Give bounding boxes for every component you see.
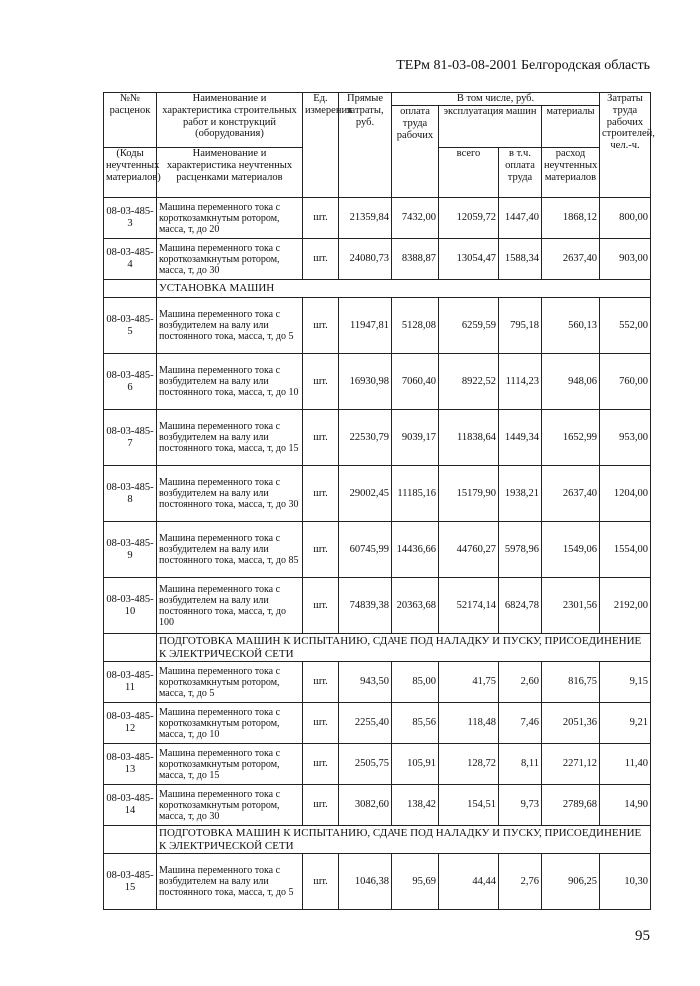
cell-machine-total: 44760,27 <box>439 522 499 578</box>
cell-work-name: Машина переменного тока с возбудителем на валу или постоянного тока, масса, т, до 10 <box>157 354 303 410</box>
cell-unit: шт. <box>303 744 339 785</box>
cell-machine-wages: 2,76 <box>499 854 542 910</box>
cell-materials: 948,06 <box>542 354 600 410</box>
cell-rate-code: 08-03-485-11 <box>104 662 157 703</box>
cell-materials: 2637,40 <box>542 239 600 280</box>
cell-labor-costs: 800,00 <box>600 198 651 239</box>
cell-rate-code: 08-03-485-4 <box>104 239 157 280</box>
cell-wages: 95,69 <box>392 854 439 910</box>
section-title: ПОДГОТОВКА МАШИН К ИСПЫТАНИЮ, СДАЧЕ ПОД НАЛАДКУ И ПУСКУ, ПРИСОЕДИНЕНИЕ К ЭЛЕКТРИЧЕСКОЙ СЕТИ <box>157 826 651 854</box>
cell-direct-costs: 2255,40 <box>339 703 392 744</box>
cell-machine-wages: 1114,23 <box>499 354 542 410</box>
cell-labor-costs: 953,00 <box>600 410 651 466</box>
cell-materials: 1549,06 <box>542 522 600 578</box>
table-row <box>104 522 651 578</box>
cell-labor-costs: 552,00 <box>600 298 651 354</box>
cell-work-name: Машина переменного тока с возбудителем на валу или постоянного тока, масса, т, до 100 <box>157 578 303 634</box>
cell-machine-wages: 9,73 <box>499 785 542 826</box>
table-row <box>104 744 651 785</box>
cell-materials: 816,75 <box>542 662 600 703</box>
cell-wages: 9039,17 <box>392 410 439 466</box>
table-row <box>104 410 651 466</box>
cell-work-name: Машина переменного тока с короткозамкнутым ротором, масса, т, до 30 <box>157 785 303 826</box>
cell-direct-costs: 60745,99 <box>339 522 392 578</box>
cell-work-name: Машина переменного тока с возбудителем на валу или постоянного тока, масса, т, до 30 <box>157 466 303 522</box>
cell-wages: 20363,68 <box>392 578 439 634</box>
cell-machine-wages: 5978,96 <box>499 522 542 578</box>
cell-wages: 105,91 <box>392 744 439 785</box>
cell-wages: 85,56 <box>392 703 439 744</box>
header-unaccounted-materials: Наименование и характеристика неучтенных расценками материалов <box>157 148 303 198</box>
section-title: ПОДГОТОВКА МАШИН К ИСПЫТАНИЮ, СДАЧЕ ПОД НАЛАДКУ И ПУСКУ, ПРИСОЕДИНЕНИЕ К ЭЛЕКТРИЧЕСКОЙ СЕТИ <box>157 634 651 662</box>
cell-machine-total: 15179,90 <box>439 466 499 522</box>
cell-wages: 11185,16 <box>392 466 439 522</box>
cell-materials: 1868,12 <box>542 198 600 239</box>
table-row <box>104 854 651 910</box>
header-including-group: В том числе, руб. <box>392 93 600 106</box>
cell-unit: шт. <box>303 198 339 239</box>
table-row <box>104 578 651 634</box>
cell-machine-total: 128,72 <box>439 744 499 785</box>
cell-machine-wages: 8,11 <box>499 744 542 785</box>
cell-machine-wages: 2,60 <box>499 662 542 703</box>
header-rate-number: №№ расценок <box>104 93 157 148</box>
section-row <box>104 280 651 298</box>
cell-materials: 2271,12 <box>542 744 600 785</box>
document-header: ТЕРм 81-03-08-2001 Белгородская область <box>396 58 650 73</box>
cell-machine-total: 11838,64 <box>439 410 499 466</box>
cell-materials: 1652,99 <box>542 410 600 466</box>
header-unaccounted-codes: (Коды неучтенных материалов) <box>104 148 157 198</box>
header-unit: Ед. измерения <box>303 93 339 198</box>
cell-materials: 560,13 <box>542 298 600 354</box>
section-row <box>104 826 651 854</box>
cell-rate-code: 08-03-485-12 <box>104 703 157 744</box>
cell-direct-costs: 21359,84 <box>339 198 392 239</box>
cell-labor-costs: 14,90 <box>600 785 651 826</box>
cell-materials: 2051,36 <box>542 703 600 744</box>
cell-direct-costs: 29002,45 <box>339 466 392 522</box>
cell-rate-code: 08-03-485-13 <box>104 744 157 785</box>
section-title: УСТАНОВКА МАШИН <box>157 280 651 298</box>
cell-unit: шт. <box>303 354 339 410</box>
cell-labor-costs: 2192,00 <box>600 578 651 634</box>
cell-direct-costs: 74839,38 <box>339 578 392 634</box>
cell-work-name: Машина переменного тока с короткозамкнутым ротором, масса, т, до 20 <box>157 198 303 239</box>
cell-rate-code: 08-03-485-6 <box>104 354 157 410</box>
cell-direct-costs: 16930,98 <box>339 354 392 410</box>
cell-wages: 8388,87 <box>392 239 439 280</box>
cell-machine-total: 8922,52 <box>439 354 499 410</box>
cell-direct-costs: 943,50 <box>339 662 392 703</box>
cell-unit: шт. <box>303 662 339 703</box>
header-machine-operation: эксплуатация машин <box>439 106 542 148</box>
cell-labor-costs: 760,00 <box>600 354 651 410</box>
table-row <box>104 298 651 354</box>
table-row <box>104 239 651 280</box>
cell-wages: 138,42 <box>392 785 439 826</box>
table-row <box>104 466 651 522</box>
header-machine-total: всего <box>439 148 499 198</box>
table-row <box>104 354 651 410</box>
cell-unit: шт. <box>303 466 339 522</box>
cell-materials: 2637,40 <box>542 466 600 522</box>
cell-work-name: Машина переменного тока с возбудителем на валу или постоянного тока, масса, т, до 5 <box>157 298 303 354</box>
cell-machine-total: 13054,47 <box>439 239 499 280</box>
header-wages: оплата труда рабочих <box>392 106 439 198</box>
cell-machine-wages: 7,46 <box>499 703 542 744</box>
page-number: 95 <box>635 928 650 944</box>
cell-machine-total: 44,44 <box>439 854 499 910</box>
cell-direct-costs: 22530,79 <box>339 410 392 466</box>
table-row <box>104 662 651 703</box>
cell-wages: 85,00 <box>392 662 439 703</box>
header-unaccounted-consumption: расход неучтенных материалов <box>542 148 600 198</box>
cell-unit: шт. <box>303 785 339 826</box>
cell-rate-code: 08-03-485-3 <box>104 198 157 239</box>
cell-work-name: Машина переменного тока с возбудителем на валу или постоянного тока, масса, т, до 85 <box>157 522 303 578</box>
table-row <box>104 785 651 826</box>
cell-direct-costs: 1046,38 <box>339 854 392 910</box>
cell-labor-costs: 1204,00 <box>600 466 651 522</box>
header-materials: материалы <box>542 106 600 148</box>
rates-table <box>103 92 655 910</box>
cell-materials: 2789,68 <box>542 785 600 826</box>
cell-machine-wages: 1447,40 <box>499 198 542 239</box>
cell-rate-code: 08-03-485-9 <box>104 522 157 578</box>
cell-machine-total: 118,48 <box>439 703 499 744</box>
cell-direct-costs: 11947,81 <box>339 298 392 354</box>
rates-table-body <box>104 198 651 910</box>
cell-machine-total: 41,75 <box>439 662 499 703</box>
header-machine-wages: в т.ч. оплата труда <box>499 148 542 198</box>
cell-work-name: Машина переменного тока с короткозамкнутым ротором, масса, т, до 5 <box>157 662 303 703</box>
cell-labor-costs: 11,40 <box>600 744 651 785</box>
cell-unit: шт. <box>303 410 339 466</box>
cell-labor-costs: 9,15 <box>600 662 651 703</box>
cell-wages: 7432,00 <box>392 198 439 239</box>
cell-wages: 5128,08 <box>392 298 439 354</box>
header-work-name: Наименование и характеристика строительных работ и конструкций (оборудования) <box>157 93 303 148</box>
header-direct-costs: Прямые затраты, руб. <box>339 93 392 198</box>
cell-machine-wages: 1588,34 <box>499 239 542 280</box>
cell-labor-costs: 903,00 <box>600 239 651 280</box>
cell-machine-total: 6259,59 <box>439 298 499 354</box>
cell-work-name: Машина переменного тока с короткозамкнутым ротором, масса, т, до 10 <box>157 703 303 744</box>
cell-labor-costs: 1554,00 <box>600 522 651 578</box>
cell-unit: шт. <box>303 298 339 354</box>
cell-wages: 14436,66 <box>392 522 439 578</box>
cell-direct-costs: 24080,73 <box>339 239 392 280</box>
cell-machine-wages: 6824,78 <box>499 578 542 634</box>
cell-wages: 7060,40 <box>392 354 439 410</box>
cell-unit: шт. <box>303 239 339 280</box>
cell-rate-code: 08-03-485-15 <box>104 854 157 910</box>
cell-machine-wages: 1938,21 <box>499 466 542 522</box>
cell-unit: шт. <box>303 522 339 578</box>
cell-rate-code: 08-03-485-5 <box>104 298 157 354</box>
table-row <box>104 703 651 744</box>
cell-work-name: Машина переменного тока с короткозамкнутым ротором, масса, т, до 15 <box>157 744 303 785</box>
cell-unit: шт. <box>303 854 339 910</box>
cell-unit: шт. <box>303 578 339 634</box>
cell-rate-code: 08-03-485-10 <box>104 578 157 634</box>
table-row <box>104 198 651 239</box>
cell-labor-costs: 10,30 <box>600 854 651 910</box>
cell-materials: 2301,56 <box>542 578 600 634</box>
cell-work-name: Машина переменного тока с возбудителем на валу или постоянного тока, масса, т, до 5 <box>157 854 303 910</box>
cell-labor-costs: 9,21 <box>600 703 651 744</box>
section-row <box>104 634 651 662</box>
cell-machine-total: 52174,14 <box>439 578 499 634</box>
header-labor-costs: Затраты труда рабочих строителей, чел.-ч. <box>600 93 651 198</box>
cell-rate-code: 08-03-485-14 <box>104 785 157 826</box>
cell-work-name: Машина переменного тока с короткозамкнутым ротором, масса, т, до 30 <box>157 239 303 280</box>
cell-unit: шт. <box>303 703 339 744</box>
cell-rate-code: 08-03-485-7 <box>104 410 157 466</box>
cell-materials: 906,25 <box>542 854 600 910</box>
cell-machine-total: 12059,72 <box>439 198 499 239</box>
cell-machine-wages: 795,18 <box>499 298 542 354</box>
cell-machine-total: 154,51 <box>439 785 499 826</box>
cell-machine-wages: 1449,34 <box>499 410 542 466</box>
cell-rate-code: 08-03-485-8 <box>104 466 157 522</box>
cell-work-name: Машина переменного тока с возбудителем на валу или постоянного тока, масса, т, до 15 <box>157 410 303 466</box>
cell-direct-costs: 3082,60 <box>339 785 392 826</box>
cell-direct-costs: 2505,75 <box>339 744 392 785</box>
